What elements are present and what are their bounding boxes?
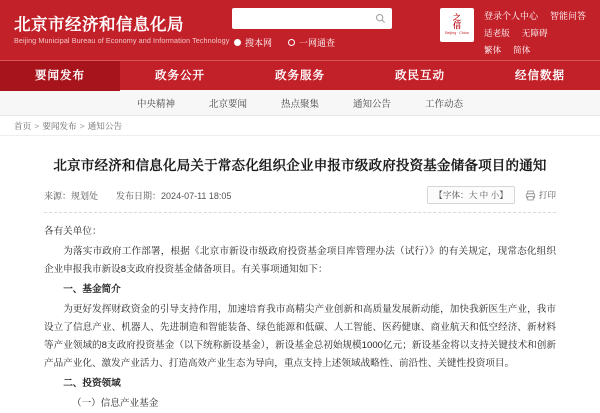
radio-checked-icon bbox=[234, 39, 241, 46]
org-name-cn: 北京市经济和信息化局 bbox=[14, 15, 184, 34]
link-login[interactable]: 登录个人中心 bbox=[483, 11, 538, 21]
link-smart-qa[interactable]: 智能问答 bbox=[549, 11, 586, 21]
header-links bbox=[484, 9, 586, 56]
nav-item-public-interaction[interactable]: 政民互动 bbox=[395, 69, 445, 82]
seal-text-en: Beijing · China bbox=[445, 31, 469, 36]
article-paragraph-2: 为更好发挥财政资金的引导支持作用，加速培育我市高精尖产业创新和高质量发展新动能，加快我新医生产业，我市设立了信息产业、机器人、先进制造和智能装备、绿色能源和低碳、人工智能、医药健康、商业航天和低空经济、新材料等产业领域的8支政府投资基金（以下统称新设基金），新设基金总初始规模1000亿元；新设基金将以支持关键技术和创新产品产业化、激发产业活力、打造高效产业生态为导向，重点支持上述领域战略性、前沿性、关键性投资项目。 bbox=[44, 304, 556, 369]
search-scope-option-network[interactable] bbox=[288, 36, 335, 49]
header-right bbox=[440, 8, 586, 56]
article-date bbox=[116, 189, 231, 202]
article-source-value: 规划处 bbox=[71, 190, 99, 201]
search-icon[interactable] bbox=[375, 13, 386, 24]
nav-item-government-disclosure[interactable]: 政务公开 bbox=[155, 69, 205, 82]
article-heading-2: 二、投资领域 bbox=[63, 378, 121, 389]
breadcrumb-item-announcements[interactable]: 通知公告 bbox=[87, 120, 123, 131]
article bbox=[0, 136, 600, 413]
search-scope-option-site[interactable] bbox=[234, 36, 272, 49]
main-nav bbox=[0, 60, 600, 90]
article-subheading-1: （一）信息产业基金 bbox=[72, 398, 159, 409]
font-size-control[interactable]: 【字体：大 中 小】 bbox=[427, 186, 515, 204]
subnav-item-work-updates[interactable]: 工作动态 bbox=[425, 98, 464, 110]
breadcrumb-item-home[interactable]: 首页 bbox=[14, 120, 32, 131]
beijing-seal-icon bbox=[440, 8, 474, 42]
site-header bbox=[0, 0, 600, 60]
breadcrumb bbox=[0, 116, 600, 136]
subnav-item-announcements[interactable]: 通知公告 bbox=[353, 98, 392, 110]
printer-icon bbox=[525, 190, 536, 201]
article-paragraph-0: 各有关单位： bbox=[44, 226, 102, 237]
breadcrumb-item-news[interactable]: 要闻发布 bbox=[42, 120, 77, 131]
article-heading-1: 一、基金简介 bbox=[63, 284, 121, 295]
subnav-item-central-spirit[interactable]: 中央精神 bbox=[136, 98, 175, 110]
search-scope-options bbox=[232, 36, 392, 49]
subnav-item-beijing-news[interactable]: 北京要闻 bbox=[208, 98, 247, 110]
search-input[interactable] bbox=[238, 14, 375, 24]
seal-text-line1: 之 bbox=[452, 13, 461, 23]
article-meta bbox=[44, 186, 556, 213]
subnav-item-hot-topics[interactable]: 热点聚集 bbox=[280, 98, 319, 110]
breadcrumb-separator-2: > bbox=[79, 120, 85, 131]
search-scope-label-site: 搜本网 bbox=[245, 38, 273, 48]
nav-item-news[interactable]: 要闻发布 bbox=[0, 61, 120, 91]
search-box[interactable] bbox=[232, 8, 392, 29]
site-logo[interactable] bbox=[14, 15, 229, 46]
article-meta-actions bbox=[427, 186, 556, 204]
seal-text-line2: 信 bbox=[452, 21, 461, 31]
article-body bbox=[44, 213, 556, 413]
link-accessibility[interactable]: 无障碍 bbox=[521, 28, 548, 38]
sub-nav bbox=[0, 90, 600, 116]
print-button[interactable] bbox=[525, 189, 556, 201]
nav-item-economic-data[interactable]: 经信数据 bbox=[515, 69, 565, 82]
org-name-en: Beijing Municipal Bureau of Economy and Information Technology bbox=[14, 35, 230, 45]
article-source bbox=[44, 189, 98, 202]
article-date-value: 2024-07-11 18:05 bbox=[161, 190, 232, 201]
search-scope-label-network: 一网通查 bbox=[299, 38, 336, 48]
page-title: 北京市经济和信息化局关于常态化组织企业申报市级政府投资基金储备项目的通知 bbox=[53, 158, 547, 173]
print-label: 打印 bbox=[538, 190, 556, 200]
article-source-label: 来源： bbox=[44, 190, 72, 201]
search-area bbox=[232, 8, 392, 49]
link-elderly-version[interactable]: 适老版 bbox=[483, 28, 510, 38]
radio-unchecked-icon bbox=[288, 39, 295, 46]
article-date-label: 发布日期： bbox=[116, 190, 162, 201]
link-simplified-chinese[interactable]: 简体 bbox=[513, 45, 531, 55]
article-paragraph-1: 为落实市政府工作部署，根据《北京市新设市级政府投资基金项目库管理办法（试行）》的有关规定，现常态化组织企业申报我市新设8支政府投资基金储备项目。有关事项通知如下： bbox=[44, 246, 556, 275]
breadcrumb-separator-1: > bbox=[34, 120, 40, 131]
link-traditional-chinese[interactable]: 繁体 bbox=[483, 45, 502, 55]
nav-item-government-services[interactable]: 政务服务 bbox=[275, 69, 325, 82]
